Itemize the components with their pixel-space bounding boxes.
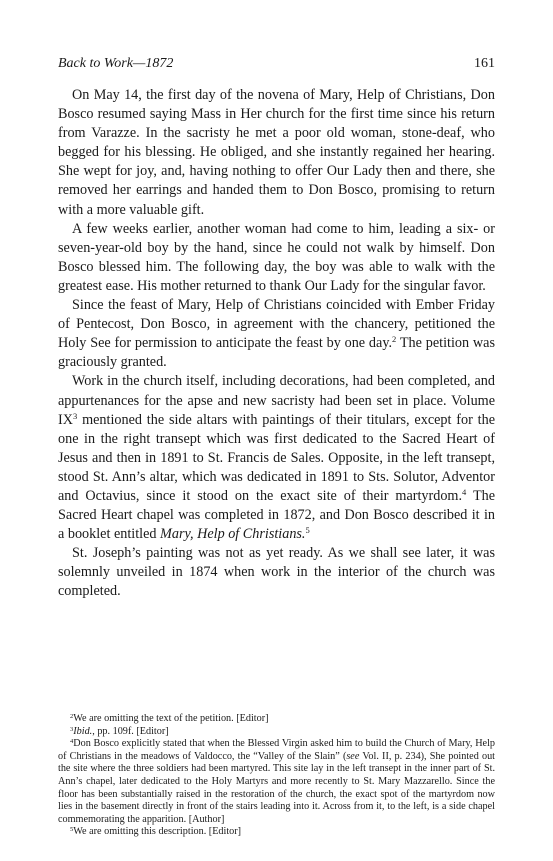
paragraph-4-text-a: Work in the church itself, including decorations, had been completed, and appurtenances for the apse and new sacristy had been set in place. Volume IX: [58, 373, 495, 428]
paragraph-3: [58, 296, 495, 372]
footnote-ref-2: 2: [392, 334, 397, 345]
booklet-title: Mary, Help of Christians.: [160, 526, 306, 543]
paragraph-1: [58, 86, 495, 220]
paragraph-2-text: A few weeks earlier, another woman had come to him, leading a six- or seven-year-old boy by the hand, since he could not walk by himself. Don Bosco blessed him. The following day, the boy was able to walk with the greatest ease. His mother returned to thank Our Lady for the singular favor.: [58, 220, 495, 294]
footnote-2-text: We are omitting the text of the petition. [Editor]: [73, 713, 269, 724]
footnote-4: [58, 738, 495, 826]
page-header: [58, 56, 495, 72]
footnote-3-mark: 3: [70, 725, 74, 733]
footnote-3: [58, 726, 495, 739]
page-number: 161: [474, 56, 495, 71]
paragraph-5: [58, 544, 495, 601]
footnote-2: [58, 713, 495, 726]
footnote-5-text: We are omitting this description. [Editor]: [73, 826, 242, 838]
paragraph-4-text-b: mentioned the side altars with paintings of their titulars, except for the one in the right transept which was first dedicated to the Sacred Heart of Jesus and then in 1891 to St. Francis de Sales. Opposite, in the left transept, stood St. Ann’s altar, which was dedicated in 1891 to Sts. Solutor, Adventor and Octavius, since it stood on the exact site of their martyrdom.: [58, 411, 495, 504]
paragraph-3-text-b: The petition was graciously granted.: [58, 335, 495, 371]
paragraph-1-text: On May 14, the first day of the novena of Mary, Help of Christians, Don Bosco resumed saying Mass in Her church for the first time since his return from Varazze. In the sacristy he met a poor old woman, stone-deaf, who begged for his blessing. He obliged, and she instantly regained her hearing. She wept for joy, and, having nothing to offer Our Lady then and there, she removed her earrings and handed them to Don Bosco, promising to return with a more valuable gift.: [58, 87, 495, 218]
running-head: Back to Work—1872: [58, 56, 174, 71]
footnote-ref-4: 4: [462, 486, 467, 497]
footnote-5-mark: 5: [70, 826, 74, 834]
footnote-5: [58, 826, 495, 839]
footnote-2-mark: 2: [70, 713, 74, 720]
footnote-ref-5: 5: [305, 525, 310, 536]
footnote-ref-3: 3: [72, 410, 78, 421]
footnotes: [58, 713, 495, 839]
paragraph-4: [58, 372, 495, 544]
footnote-3-text: , pp. 109f. [Editor]: [92, 725, 169, 737]
footnote-4-text-a: Don Bosco explicitly stated that when the Blessed Virgin asked him to build the Church of Mary, Help of Christians in the meadows of Valdocco, the “Valley of the Slain” (: [58, 738, 495, 762]
footnote-4-mark: 4: [70, 738, 74, 746]
footnote-4-text-b: Vol. II, p. 234), She pointed out the site where the three soldiers had been martyred. This site lay in the left transept in the inner part of St. Ann’s chapel, later dedicated to the Holy Martyrs and more recently to St. Mary Mazzarello. Since the floor has been substantially raised in the restoration of the church, the exact spot of the martyrdom now lies in the basement directly in front of the stairs leading into it. Across from it, to the left, is a side chapel commemorating the apparition. [Author]: [58, 750, 495, 825]
footnote-4-see: see: [346, 750, 360, 762]
paragraph-2: [58, 220, 495, 296]
paragraph-5-text: St. Joseph’s painting was not as yet ready. As we shall see later, it was solemnly unveiled in 1874 when work in the interior of the church was completed.: [58, 545, 495, 600]
footnote-3-ibid: Ibid.: [73, 725, 93, 737]
body-text: [58, 86, 495, 602]
paragraph-3-text-a: Since the feast of Mary, Help of Christians coincided with Ember Friday of Pentecost, Don Bosco, in agreement with the chancery, petitioned the Holy See for permission to anticipate the feast by one day.: [58, 297, 495, 352]
paragraph-4-text-c: The Sacred Heart chapel was completed in 1872, and Don Bosco described it in a booklet entitled: [58, 487, 495, 543]
